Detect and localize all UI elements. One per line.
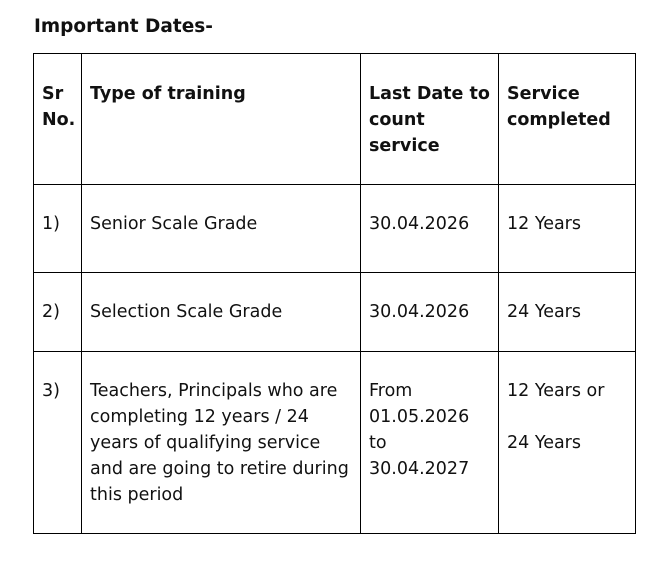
header-last-date: Last Date to count service	[361, 54, 499, 185]
training-type-cell: Senior Scale Grade	[82, 185, 361, 273]
sr-no-cell: 1)	[34, 185, 82, 273]
last-date-line: 01.05.2026	[369, 407, 470, 427]
last-date-cell	[361, 352, 499, 534]
service-cell: 12 Years	[499, 185, 636, 273]
header-type-of-training: Type of training	[82, 54, 361, 185]
table-row	[34, 273, 636, 352]
service-line: 24 Years	[507, 433, 581, 453]
last-date-cell: 30.04.2026	[361, 273, 499, 352]
table-header-row	[34, 54, 636, 185]
training-type-cell: Teachers, Principals who are completing 12 years / 24 years of qualifying service and are going to retire during this period	[82, 352, 361, 534]
last-date-line: From	[369, 381, 413, 401]
header-sr-no: Sr No.	[34, 54, 82, 185]
sr-no-cell: 2)	[34, 273, 82, 352]
service-cell: 24 Years	[499, 273, 636, 352]
sr-no-cell: 3)	[34, 352, 82, 534]
page-heading: Important Dates-	[34, 16, 213, 37]
last-date-cell: 30.04.2026	[361, 185, 499, 273]
service-cell	[499, 352, 636, 534]
training-type-cell: Selection Scale Grade	[82, 273, 361, 352]
header-service-completed: Service completed	[499, 54, 636, 185]
service-line: 12 Years or	[507, 381, 605, 401]
table-row	[34, 185, 636, 273]
last-date-line: 30.04.2027	[369, 459, 470, 479]
important-dates-table	[33, 53, 636, 534]
table-row	[34, 352, 636, 534]
last-date-line: to	[369, 433, 387, 453]
service-line-spacer	[507, 404, 629, 430]
